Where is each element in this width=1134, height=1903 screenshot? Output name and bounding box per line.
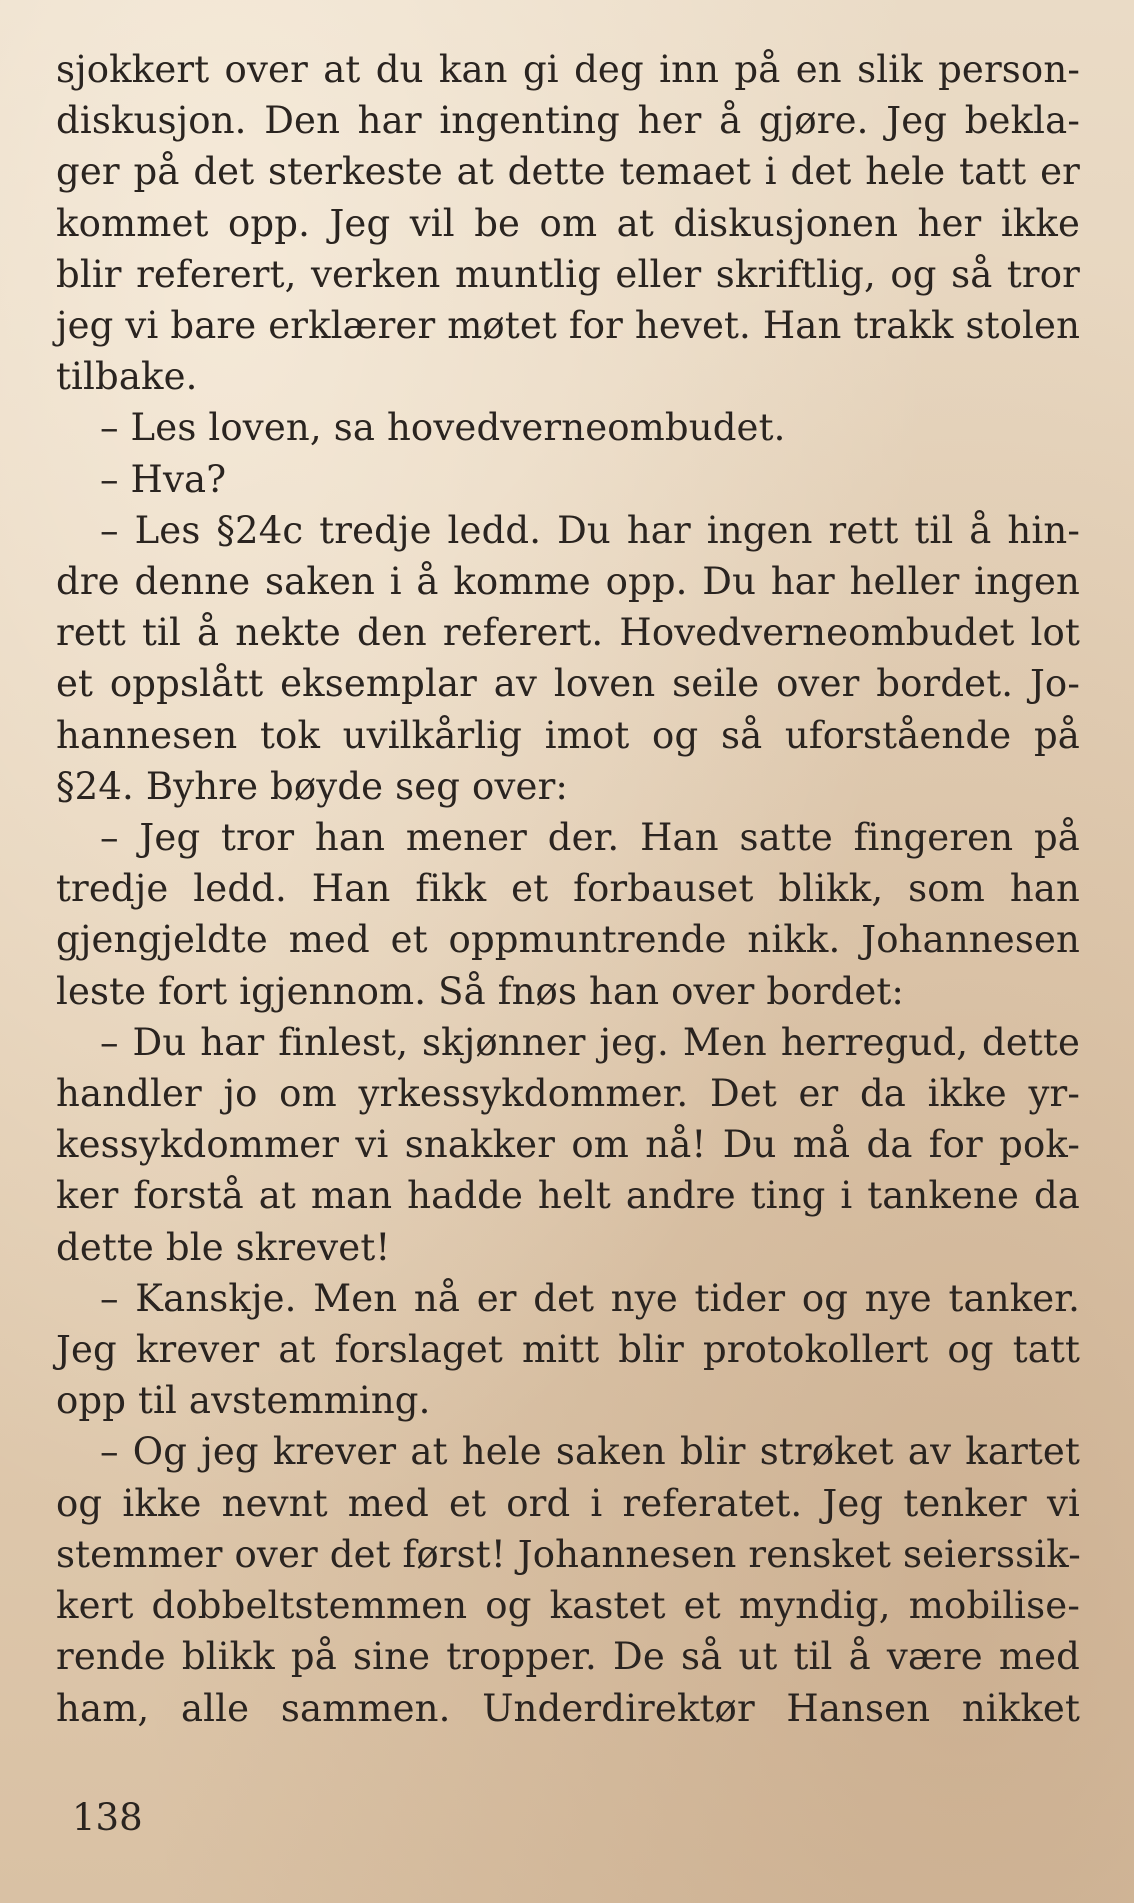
text-line: tredje ledd. Han fikk et forbauset blikk, som han — [56, 867, 1080, 911]
text-line: sjokkert over at du kan gi deg inn på en slik person- — [56, 48, 1080, 91]
text-line: hannesen tok uvilkårlig imot og så uforstående på — [56, 713, 1080, 757]
text-line: – Les §24c tredje ledd. Du har ingen rett til å hin- — [100, 508, 1080, 552]
text-line: – Jeg tror han mener der. Han satte fingeren på — [100, 816, 1080, 860]
text-line: – Hva? — [100, 457, 227, 501]
text-line: kommet opp. Jeg vil be om at diskusjonen her ikke — [56, 201, 1080, 245]
text-line: gjengjeldte med et oppmuntrende nikk. Johannesen — [56, 918, 1080, 962]
text-line: dette ble skrevet! — [56, 1225, 391, 1269]
text-line: §24. Byhre bøyde seg over: — [56, 764, 569, 808]
text-line: kert dobbeltstemmen og kastet et myndig, mobilise- — [56, 1584, 1080, 1628]
text-line: et oppslått eksemplar av loven seile over bordet. Jo- — [56, 662, 1080, 706]
body-text — [56, 44, 1080, 1734]
text-line: blir referert, verken muntlig eller skriftlig, og så tror — [56, 252, 1080, 296]
text-line: – Kanskje. Men nå er det nye tider og nye tanker. — [100, 1276, 1080, 1320]
text-line: handler jo om yrkessykdommer. Det er da ikke yr- — [56, 1072, 1080, 1116]
text-line: og ikke nevnt med et ord i referatet. Jeg tenker vi — [56, 1481, 1080, 1525]
text-line: jeg vi bare erklærer møtet for hevet. Han trakk stolen — [56, 304, 1081, 348]
text-line: rett til å nekte den referert. Hovedverneombudet lot — [56, 611, 1080, 655]
page-number: 138 — [72, 1796, 143, 1839]
text-line: stemmer over det først! Johannesen rensket seierssik- — [56, 1532, 1081, 1576]
text-line: – Og jeg krever at hele saken blir strøket av kartet — [100, 1430, 1080, 1474]
text-line: – Du har finlest, skjønner jeg. Men herregud, dette — [100, 1020, 1080, 1064]
text-line: kessykdommer vi snakker om nå! Du må da for pok- — [56, 1123, 1080, 1167]
text-line: ker forstå at man hadde helt andre ting i tankene da — [56, 1174, 1080, 1218]
text-line: ham, alle sammen. Underdirektør Hansen nikket — [56, 1686, 1080, 1730]
text-line: ger på det sterkeste at dette temaet i det hele tatt er — [56, 150, 1080, 194]
text-line: dre denne saken i å komme opp. Du har heller ingen — [56, 560, 1080, 604]
text-line: diskusjon. Den har ingenting her å gjøre. Jeg bekla- — [56, 99, 1080, 143]
text-line: rende blikk på sine tropper. De så ut til å være med — [56, 1635, 1080, 1679]
text-line: – Les loven, sa hovedverneombudet. — [100, 406, 786, 450]
text-line: leste fort igjennom. Så fnøs han over bordet: — [56, 969, 904, 1013]
text-line: Jeg krever at forslaget mitt blir protokollert og tatt — [56, 1328, 1080, 1372]
text-line: tilbake. — [56, 355, 198, 399]
text-line: opp til avstemming. — [56, 1379, 431, 1423]
